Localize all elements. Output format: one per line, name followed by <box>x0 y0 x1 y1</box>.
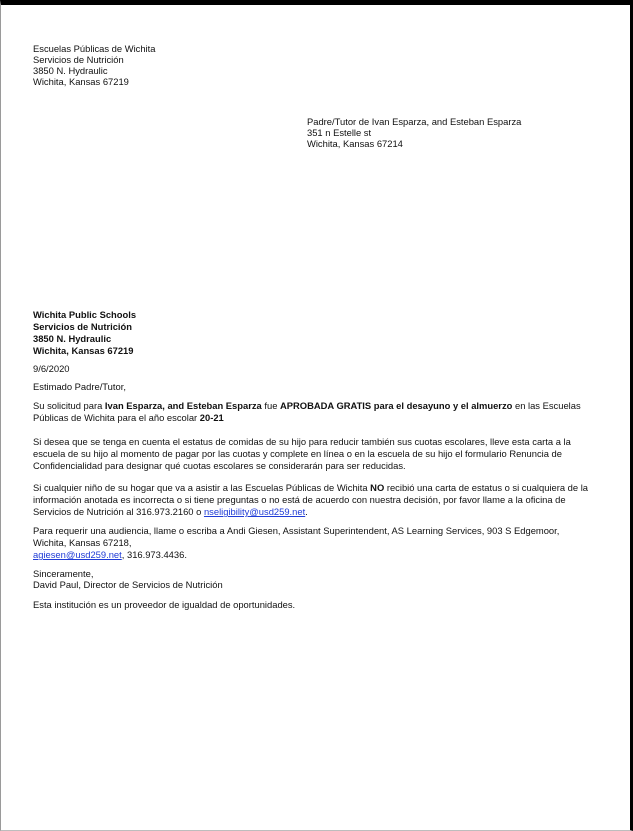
sender-line: Escuelas Públicas de Wichita <box>33 43 156 54</box>
sender-line: Wichita, Kansas 67219 <box>33 76 129 87</box>
recipient-line: Wichita, Kansas 67214 <box>307 138 403 149</box>
approval-paragraph <box>33 400 601 424</box>
phone-number: , 316.973.4436. <box>121 549 187 560</box>
letterhead-bold <box>33 309 136 357</box>
text-span: fue <box>261 400 281 411</box>
text-span: recibió una carta de estatus o si cualquiera de la información anotada es incorrecta o si tiene preguntas o no está de acuerdo con nuestra decisión, por favor llame a la oficina de Servicios de Nutrición al 316.973.2160 o <box>33 482 589 517</box>
student-names: Ivan Esparza, and Esteban Esparza <box>104 400 262 411</box>
sender-address <box>33 43 155 87</box>
hearing-paragraph <box>33 525 601 561</box>
no-emphasis: NO <box>370 482 385 493</box>
sender-line: Servicios de Nutrición <box>33 54 124 65</box>
contact-paragraph <box>33 482 601 518</box>
text-span: en las Escuelas Públicas de Wichita para el año escolar <box>33 400 581 423</box>
recipient-line: 351 n Estelle st <box>307 127 372 138</box>
letter-date: 9/6/2020 <box>33 363 70 374</box>
hearing-line: Para requerir una audiencia, llame o escriba a Andi Giesen, Assistant Superintendent, AS Learning Services, 903 S Edgemoor, <box>33 525 560 536</box>
equal-opportunity-statement: Esta institución es un proveedor de igualdad de oportunidades. <box>33 599 296 610</box>
agiesen-email-link[interactable]: agiesen@usd259.net <box>33 549 122 560</box>
signature: David Paul, Director de Servicios de Nutrición <box>33 579 223 590</box>
sender-line: 3850 N. Hydraulic <box>33 65 108 76</box>
hearing-line: Wichita, Kansas 67218, <box>33 537 132 548</box>
recipient-address <box>307 116 521 149</box>
salutation: Estimado Padre/Tutor, <box>33 381 126 392</box>
text-span: Su solicitud para <box>33 400 105 411</box>
school-year: 20-21 <box>199 412 224 423</box>
hearing-line <box>33 549 601 561</box>
text-span: . <box>305 506 308 517</box>
approval-status: APROBADA GRATIS para el desayuno y el almuerzo <box>280 400 513 411</box>
letterhead-line: Wichita Public Schools <box>33 309 137 320</box>
letterhead-line: 3850 N. Hydraulic <box>33 333 112 344</box>
letterhead-line: Servicios de Nutrición <box>33 321 132 332</box>
closing-block <box>33 568 223 590</box>
nseligibility-email-link[interactable]: nseligibility@usd259.net <box>203 506 306 517</box>
text-span: Si cualquier niño de su hogar que va a asistir a las Escuelas Públicas de Wichita <box>33 482 371 493</box>
fees-paragraph: Si desea que se tenga en cuenta el estatus de comidas de su hijo para reducir también sus cuotas escolares, lleve esta carta a la escuela de su hijo al momento de pagar por las cuotas y complete en línea o en la escuela de su hijo el formulario Renuncia de Confidencialidad para designar qué cuotas escolares se considerarán para ser reducidas. <box>33 436 571 471</box>
closing: Sinceramente, <box>33 568 94 579</box>
letterhead-line: Wichita, Kansas 67219 <box>33 345 134 356</box>
recipient-line: Padre/Tutor de Ivan Esparza, and Esteban Esparza <box>307 116 522 127</box>
